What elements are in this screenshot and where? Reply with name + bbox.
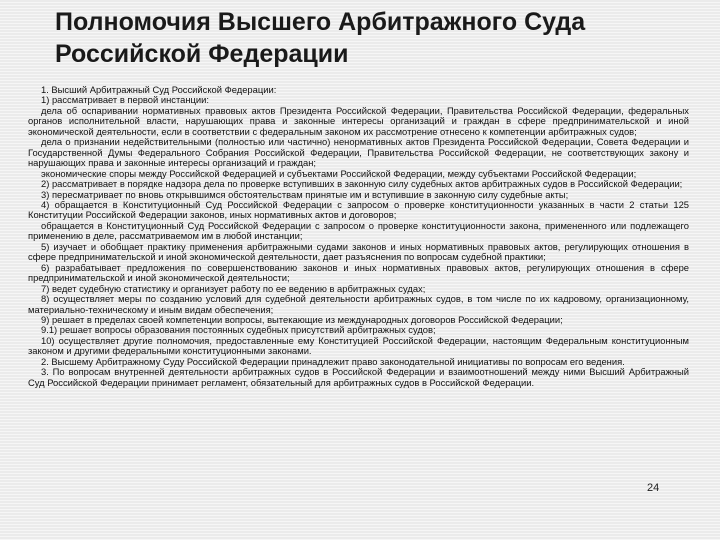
paragraph: 1) рассматривает в первой инстанции: <box>41 94 209 106</box>
paragraph: 1. Высший Арбитражный Суд Российской Федерации: <box>41 84 277 95</box>
paragraph: 9) решает в пределах своей компетенции вопросы, вытекающие из международных договоров Российской Федерации; <box>41 313 563 325</box>
paragraph: 2) рассматривает в порядке надзора дела по проверке вступивших в законную силу судебных актов арбитражных судов в Российской Федерации; <box>41 178 683 190</box>
paragraph: 4) обращается в Конституционный Суд Российской Федерации с запросом о проверке конституционности указанных в части 2 статьи 125 Конституции Российской Федерации законов, иных нормативных актов и договоров; <box>28 198 689 221</box>
paragraph: 3) пересматривает по вновь открывшимся обстоятельствам принятые им и вступившие в законную силу судебные акты; <box>41 188 569 200</box>
slide-title-line-2: Российской Федерации <box>55 40 349 68</box>
paragraph: 8) осуществляет меры по созданию условий для судебной деятельности арбитражных судов, в том числе по их кадровому, организационному, материально-техническому и иным видам обеспечения; <box>28 293 689 315</box>
paragraph: обращается в Конституционный Суд Российской Федерации с запросом о проверке конституционности закона, примененного или подлежащего применению в деле, рассматриваемом им в любой инстанции; <box>28 219 689 242</box>
paragraph: 10) осуществляет другие полномочия, предоставленные ему Конституцией Российской Федерации, настоящим Федеральным конституционным законом и другими федеральными конституционными законами. <box>28 334 689 357</box>
slide-title-line-1: Полномочия Высшего Арбитражного Суда <box>55 8 586 36</box>
slide-title <box>55 6 695 70</box>
page-number: 24 <box>647 482 660 494</box>
paragraph: дела о признании недействительными (полностью или частично) ненормативных актов Президента Российской Федерации, Совета Федерации и Государственной Думы Федерального Собрания Российской Федерации, Правительства Российской Федерации, не соответствующих закону и нарушающих права и законные интересы организаций и граждан; <box>28 136 689 169</box>
paragraph: 9.1) решает вопросы образования постоянных судебных присутствий арбитражных судов; <box>41 324 436 336</box>
paragraph: экономические споры между Российской Федерацией и субъектами Российской Федерации, между субъектами Российской Федерации; <box>41 167 637 179</box>
slide-body-text <box>28 85 689 388</box>
paragraph: 3. По вопросам внутренней деятельности арбитражных судов в Российской Федерации и взаимоотношений между ними Высший Арбитражный Суд Российской Федерации принимает регламент, обязательный для арбитражных судов в Российской Федерации. <box>28 366 689 388</box>
paragraph: 6) разрабатывает предложения по совершенствованию законов и иных нормативных правовых актов, регулирующих отношения в сфере предпринимательской и иной экономической деятельности; <box>28 261 689 284</box>
paragraph: 7) ведет судебную статистику и организует работу по ее ведению в арбитражных судах; <box>41 282 426 294</box>
paragraph: дела об оспаривании нормативных правовых актов Президента Российской Федерации, Правительства Российской Федерации, федеральных органов исполнительной власти, нарушающих права и законные интересы организаций и граждан в сфере предпринимательской и иной экономической деятельности, если в соответствии с федеральным законом их рассмотрение отнесено к компетенции арбитражных судов; <box>28 104 689 137</box>
paragraph: 5) изучает и обобщает практику применения арбитражными судами законов и иных нормативных правовых актов, регулирующих отношения в сфере предпринимательской и иной экономической деятельности, дает разъяснения по вопросам судебной практики; <box>28 240 689 263</box>
paragraph: 2. Высшему Арбитражному Суду Российской Федерации принадлежит право законодательной инициативы по вопросам его ведения. <box>41 355 625 367</box>
